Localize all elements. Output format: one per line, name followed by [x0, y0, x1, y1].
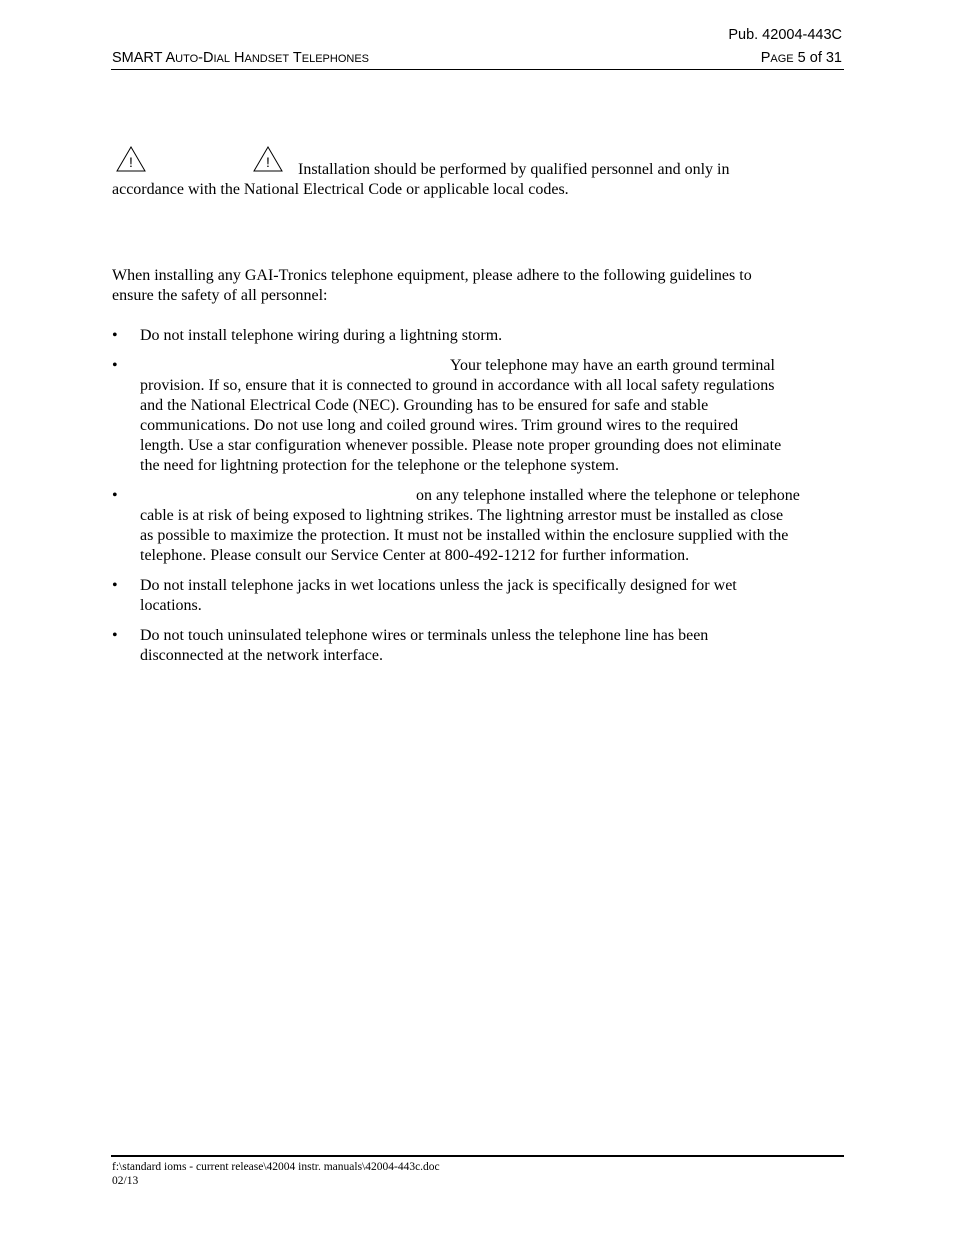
list-item: • Do not install telephone wiring during a lightning storm. [112, 327, 503, 344]
header-page-number: PAGE 5 of 31 [760, 50, 842, 66]
footer-rule [111, 1155, 844, 1157]
bullet-icon: • [112, 487, 118, 504]
list-item: • Do not touch uninsulated telephone wires or terminals unless the telephone line has been disconnected at the network interface. [112, 627, 709, 664]
header-rule [111, 69, 844, 70]
bullet-icon: • [112, 627, 118, 644]
footer-file-path: f:\standard ioms - current release\42004 instr. manuals\42004-443c.doc [112, 1161, 440, 1173]
bullet-icon: • [112, 577, 118, 594]
warning-paragraph [112, 160, 844, 200]
list-item: • on any telephone installed where the telephone or telephone cable is at risk of being exposed to lightning strikes. The lightning arrestor must be installed as close as possible to maximize the protection. It must not be installed within the enclosure supplied with the telephone. Please consult our Service Center at 800-492-1212 for further information. [112, 487, 800, 564]
intro-paragraph: When installing any GAI-Tronics telephone equipment, please adhere to the following guidelines to ensure the safety of all personnel: [112, 267, 752, 304]
header-document-title: SMART AUTO-DIAL HANDSET TELEPHONES [112, 50, 369, 66]
footer-date: 02/13 [112, 1175, 139, 1187]
svg-text:!: ! [129, 154, 133, 170]
warning-text-line1: Installation should be performed by qualified personnel and only in [298, 161, 730, 178]
warning-text-line2: accordance with the National Electrical Code or applicable local codes. [112, 181, 569, 198]
safety-guidelines-list [112, 326, 844, 666]
header-pub-number: Pub. 42004-443C [728, 27, 842, 43]
svg-text:!: ! [266, 154, 270, 170]
bullet-icon: • [112, 357, 118, 374]
bullet-icon: • [112, 327, 118, 344]
list-item: • Your telephone may have an earth ground terminal provision. If so, ensure that it is connected to ground in accordance with all local safety regulations and the National Electrical Code (NEC). Grounding has to be ensured for safe and stable communications. Do not use long and coiled ground wires. Trim ground wires to the required length. Use a star configuration whenever possible. Please note proper grounding does not eliminate the need for lightning protection for the telephone or the telephone system. [112, 357, 782, 474]
list-item: • Do not install telephone jacks in wet locations unless the jack is specifically designed for wet locations. [112, 577, 737, 614]
